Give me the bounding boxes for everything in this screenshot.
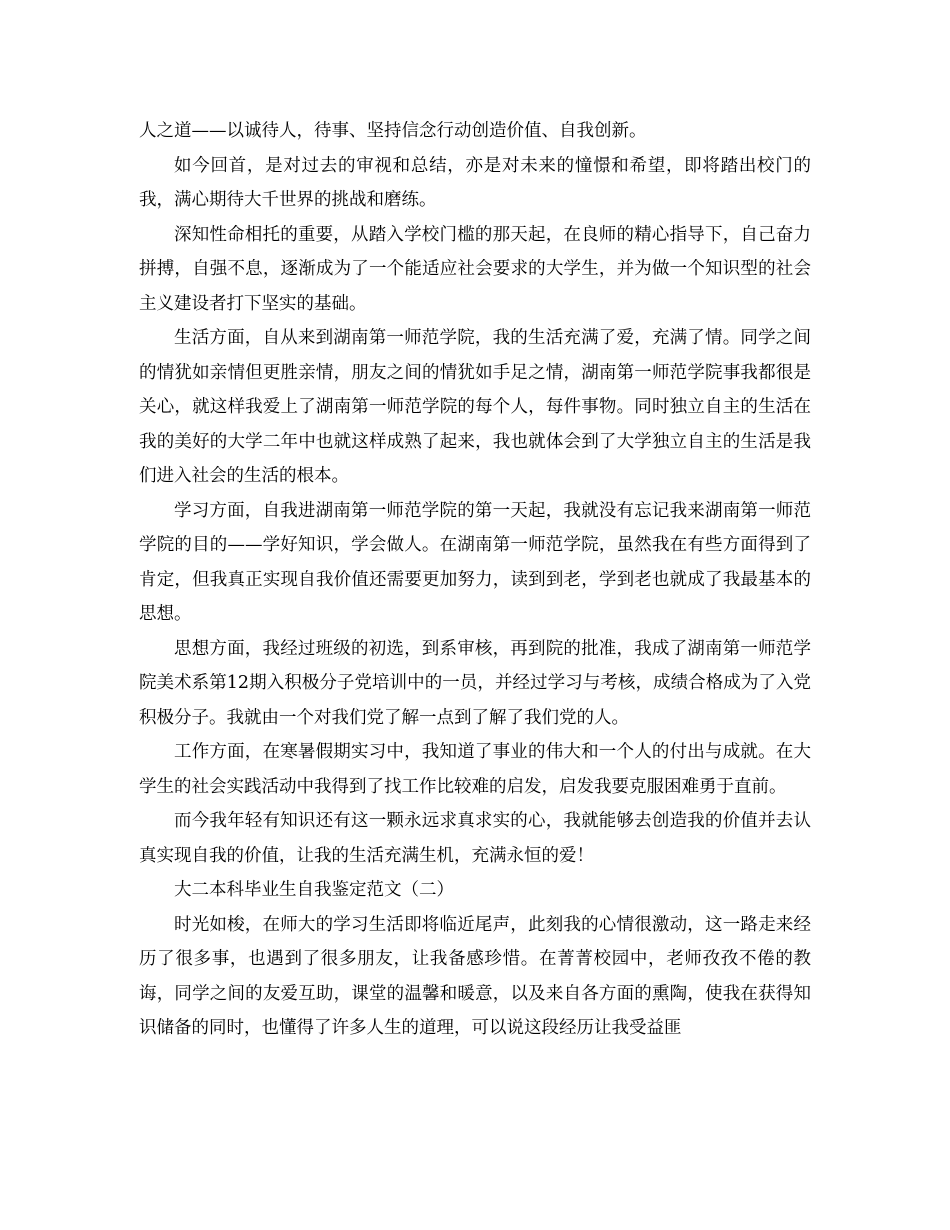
paragraph-1: 人之道——以诚待人，待事、坚持信念行动创造价值、自我创新。 <box>139 121 647 141</box>
paragraph-thought: 思想方面，我经过班级的初选，到系审核，再到院的批准，我成了湖南第一师范学院美术系第12期入积极分子党培训中的一员，并经过学习与考核，成绩合格成为了入党积极分子。我就由一个对我们党了解一点到了解了我们党的人。 <box>139 638 811 728</box>
paragraph-study: 学习方面，自我进湖南第一师范学院的第一天起，我就没有忘记我来湖南第一师范学院的目的——学好知识，学会做人。在湖南第一师范学院，虽然我在有些方面得到了肯定，但我真正实现自我价值还需要更加努力，读到到老，学到老也就成了我最基本的思想。 <box>139 500 811 624</box>
paragraph-life: 生活方面，自从来到湖南第一师范学院，我的生活充满了爱，充满了情。同学之间的情犹如亲情但更胜亲情，朋友之间的情犹如手足之情，湖南第一师范学院事我都很是关心，就这样我爱上了湖南第一师范学院的每个人，每件事物。同时独立自主的生活在我的美好的大学二年中也就这样成熟了起来，我也就体会到了大学独立自主的生活是我们进入社会的生活的根本。 <box>139 328 811 486</box>
paragraph-section2-intro: 时光如梭，在师大的学习生活即将临近尾声，此刻我的心情很激动，这一路走来经历了很多事，也遇到了很多朋友，让我备感珍惜。在菁菁校园中，老师孜孜不倦的教诲，同学之间的友爱互助，课堂的温馨和暖意，以及来自各方面的熏陶，使我在获得知识储备的同时，也懂得了许多人生的道理，可以说这段经历让我受益匪 <box>139 914 811 1038</box>
paragraph-2: 如今回首，是对过去的审视和总结，亦是对未来的憧憬和希望，即将踏出校门的我，满心期待大千世界的挑战和磨练。 <box>139 155 811 210</box>
paragraph-work: 工作方面，在寒暑假期实习中，我知道了事业的伟大和一个人的付出与成就。在大学生的社会实践活动中我得到了找工作比较难的启发，启发我要克服困难勇于直前。 <box>139 742 811 797</box>
document-body <box>139 114 811 1046</box>
paragraph-conclusion: 而今我年轻有知识还有这一颗永远求真求实的心，我就能够去创造我的价值并去认真实现自我的价值，让我的生活充满生机，充满永恒的爱！ <box>139 811 811 866</box>
paragraph-3: 深知性命相托的重要，从踏入学校门槛的那天起，在良师的精心指导下，自己奋力拼搏，自强不息，逐渐成为了一个能适应社会要求的大学生，并为做一个知识型的社会主义建设者打下坚实的基础。 <box>139 224 811 314</box>
section-heading: 大二本科毕业生自我鉴定范文（二） <box>174 880 454 900</box>
